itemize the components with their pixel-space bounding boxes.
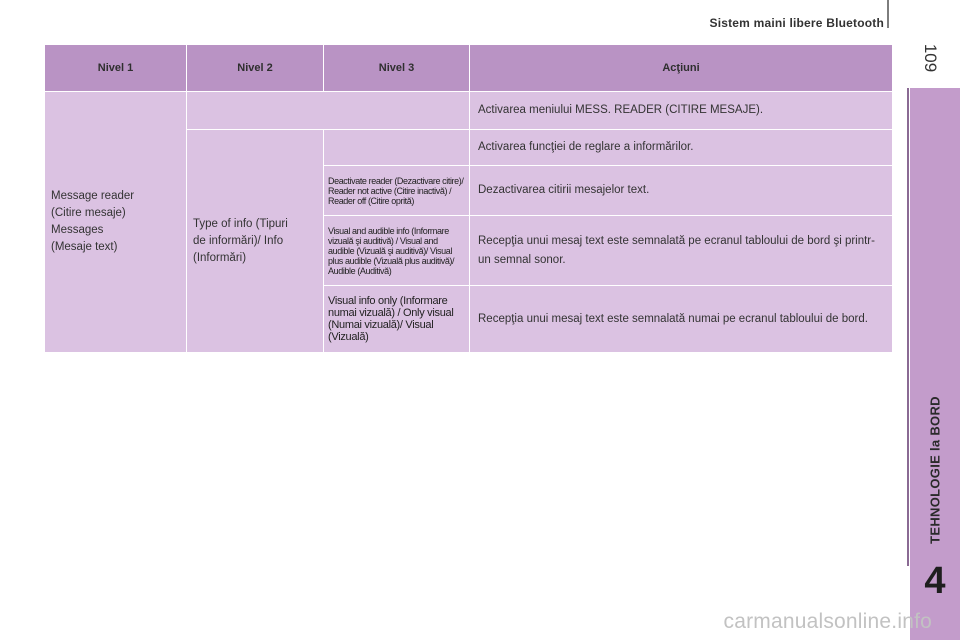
header-divider xyxy=(887,0,889,28)
action-cell: Recepţia unui mesaj text este semnalată numai pe ecranul tabloului de bord. xyxy=(470,286,893,353)
watermark: carmanualsonline.info xyxy=(723,610,932,633)
header-level-3: Nivel 3 xyxy=(324,45,470,92)
chapter-number: 4 xyxy=(924,560,946,602)
level2-cell: Type of info (Tipuri de informări)/ Info (Informări) xyxy=(187,130,324,353)
chapter-side-tab xyxy=(910,88,960,640)
section-title: Sistem maini libere Bluetooth xyxy=(709,16,884,30)
menu-levels-table xyxy=(44,44,893,353)
level3-cell: Visual and audible info (Informare vizuală şi auditivă) / Visual and audible (Vizuală şi auditivă)/ Visual plus audible (Vizuală plus auditivă)/ Audible (Auditivă) xyxy=(324,216,470,286)
level3-cell: Deactivate reader (Dezactivare citire)/ Reader not active (Citire inactivă) / Reader off (Citire oprită) xyxy=(324,166,470,216)
level1-cell: Message reader (Citire mesaje) Messages (Mesaje text) xyxy=(45,92,187,353)
table-row xyxy=(45,92,893,130)
table-header-row xyxy=(45,45,893,92)
empty-cell xyxy=(187,92,470,130)
action-cell: Dezactivarea citirii mesajelor text. xyxy=(470,166,893,216)
page-number: 109 xyxy=(921,43,940,73)
header-level-1: Nivel 1 xyxy=(45,45,187,92)
side-tab-divider xyxy=(907,88,909,566)
action-cell: Activarea meniului MESS. READER (CITIRE MESAJE). xyxy=(470,92,893,130)
action-cell: Recepţia unui mesaj text este semnalată pe ecranul tabloului de bord şi printr-un semnal sonor. xyxy=(470,216,893,286)
action-cell: Activarea funcţiei de reglare a informărilor. xyxy=(470,130,893,166)
header-actions: Acţiuni xyxy=(470,45,893,92)
header-level-2: Nivel 2 xyxy=(187,45,324,92)
empty-cell xyxy=(324,130,470,166)
level3-cell: Visual info only (Informare numai vizuală) / Only visual (Numai vizuală)/ Visual (Vizuală) xyxy=(324,286,470,353)
chapter-side-label: TEHNOLOGIE la BORD xyxy=(927,396,943,544)
